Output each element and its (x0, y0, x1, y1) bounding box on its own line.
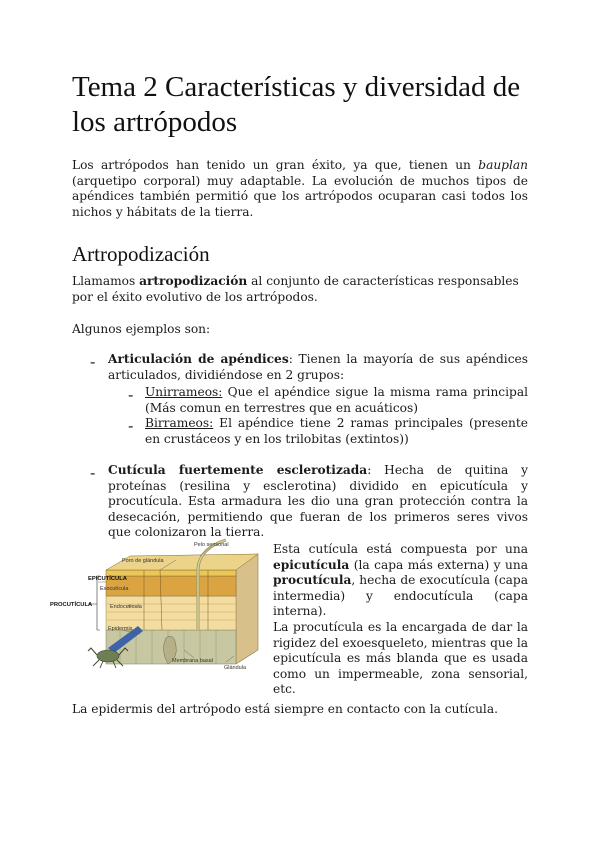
label-pelo-sensorial: Pelo sensorial (194, 542, 229, 548)
item1-text: : Tienen la mayoría de sus apéndices articulados, dividiéndose en 2 grupos: (108, 352, 529, 382)
label-poro-glandula: Poro de glándula (122, 558, 164, 564)
sub-item-unirrameos (128, 385, 528, 416)
label-procuticula: PROCUTÍCULA (50, 602, 93, 608)
cuticle-text-1: Esta cutícula está compuesta por una (273, 542, 528, 556)
label-epicuticula: EPICUTÍCULA (88, 576, 127, 582)
cuticle-bold-pro: procutícula (273, 573, 352, 587)
item1-paragraph (108, 352, 528, 383)
item2-text: : Hecha de quitina y proteínas (resilina y esclerotina) dividido en epicutícula y procutícula. Esta armadura les dio una gran protección contra la desecación, permitiendo que fueran de los primeros seres vivos que colonizaron la tierra. (108, 463, 529, 539)
cuticle-bold-epi: epicutícula (273, 557, 350, 572)
label-exocuticula: Exocutícula (100, 586, 129, 592)
def-text-2: al conjunto de características responsables por el éxito evolutivo de los artrópodos. (72, 274, 519, 304)
sub2-paragraph (145, 416, 528, 447)
page-title: Tema 2 Características y diversidad de los artrópodos (72, 71, 521, 138)
procuticle-paragraph: La procutícula es la encargada de dar la rigidez del exoesqueleto, mientras que la epicutícula es más blanda que es usada como un impermeable, zona sensorial, etc. (273, 620, 528, 696)
procuticle-bracket (97, 576, 100, 630)
cuticle-text-3: , hecha de exocutícula (capa intermedia) y endocutícula (capa interna). (273, 573, 528, 618)
label-epidermis: Epidermis (108, 626, 133, 632)
list-item-appendages (90, 352, 528, 383)
sub-dash: - (128, 416, 134, 435)
examples-intro: Algunos ejemplos son: (72, 322, 211, 336)
sub1-paragraph (145, 385, 528, 416)
block-side-face (236, 554, 258, 664)
sub1-text: Que el apéndice sigue la misma rama principal (Más comun en terrestres que en acuáticos) (145, 385, 528, 415)
item2-paragraph (108, 463, 528, 541)
epidermis-paragraph: La epidermis del artrópodo está siempre en contacto con la cutícula. (72, 702, 498, 716)
sub-dash: - (128, 385, 134, 404)
sub2-text: El apéndice tiene 2 ramas principales (presente en crustáceos y en los trilobitas (extintos)) (145, 416, 528, 446)
item2-bold: Cutícula fuertemente esclerotizada (108, 463, 368, 477)
def-bold-term: artropodización (139, 274, 248, 288)
definition-paragraph (72, 274, 528, 305)
sub2-term: Birrameos: (145, 416, 214, 430)
list-dash: - (90, 463, 96, 482)
list-item-cuticle (90, 463, 528, 541)
section-title: Artropodización (72, 242, 210, 266)
list-dash: - (90, 352, 96, 371)
cuticle-composition-paragraph (273, 542, 528, 620)
item1-bold: Articulación de apéndices (108, 352, 289, 366)
intro-paragraph (72, 158, 528, 220)
sub-item-birrameos (128, 416, 528, 447)
endocuticle-layer (106, 596, 236, 630)
cuticle-text-2: (la capa más externa) y una (349, 557, 528, 572)
intro-italic-term: bauplan (478, 158, 528, 172)
intro-text-2: (arquetipo corporal) muy adaptable. La evolución de muchos tipos de apéndices también permitió que los artrópodos ocuparan casi todos los nichos y hábitats de la tierra. (72, 173, 528, 219)
cuticle-diagram (48, 538, 270, 674)
intro-text-1: Los artrópodos han tenido un gran éxito, ya que, tienen un (72, 158, 479, 172)
label-glandula: Glándula (224, 665, 247, 671)
label-endocuticula: Endocutícula (110, 604, 142, 610)
sub1-term: Unirrameos: (145, 385, 223, 399)
def-text-1: Llamamos (72, 274, 140, 288)
label-membrana-basal: Membrana basal (172, 658, 213, 664)
